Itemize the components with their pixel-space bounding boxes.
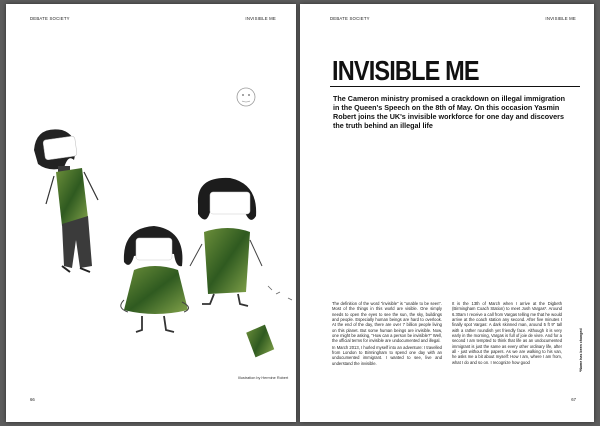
running-header-right: INVISIBLE ME [245,16,276,21]
left-page [6,4,296,422]
small-face-doodle [237,88,255,106]
article-standfirst: The Cameron ministry promised a crackdown on illegal immigration in the Queen's Speech on the 8th of May. On this occasion Yasmin Robert joins the UK's invisible workforce for one day and discovers the truth behind an illegal life [333,94,566,130]
doodle-marks [245,286,292,358]
figure-girl-right [190,178,262,306]
figure-man [34,129,98,272]
childrens-drawing-illustration [6,4,296,422]
page-number-left: 66 [30,397,35,402]
vertical-sidebar-note: *Name has been changed [579,328,583,372]
paragraph: The definition of the word "invisible" is "unable to be seen". Most of the things in this world are visible. One simply needs to open the eyes to see the sun, the sky, buildings and people. Especially human beings are hard to overlook. At the end of the day, there are over 7 billion people living on this planet. But some human beings are invisible. Now, one might be asking, "How can a person be invisible?" Well, the official terms for invisible are undocumented and illegal. [332,301,442,344]
title-rule [330,86,580,87]
running-header-left: DEBATE SOCIETY [330,16,370,21]
body-column-1 [332,301,442,367]
paragraph: In March 2013, I hurled myself into an adventure: I travelled from London to Birmingham to spend one day with an undocumented immigrant. I wanted to see, live and understand the invisible. [332,344,442,366]
body-column-2 [452,301,562,366]
right-page [300,4,594,422]
running-header-left: DEBATE SOCIETY [30,16,70,21]
figure-girl-middle [121,226,189,332]
illustration-credit: Illustration by Hermine Robert [238,376,289,380]
running-header-right: INVISIBLE ME [545,16,576,21]
page-number-right: 67 [571,397,576,402]
article-title: INVISIBLE ME [332,55,479,86]
paragraph: It is the 13th of March when I arrive at the Digbeth (Birmingham Coach Station) to meet Josh Vargas*. Around 6.30am I receive a call from Vargas telling me that he would arrive at the coach station any second. After five minutes I finally spot Vargas: A dark skinned man, around 5 ft 9" tall with a rather roundish yet friendly face. Although it is very early in the morning, Vargas is full of joie de vivre. And for a second I am tempted to think that life as an undocumented immigrant is just the same as every other ordinary life, after all - just without the papers. As we are walking to his van, he asks me a bit about myself: How I am, where I am from, what I do and so on. I recognize how good [452,301,562,365]
